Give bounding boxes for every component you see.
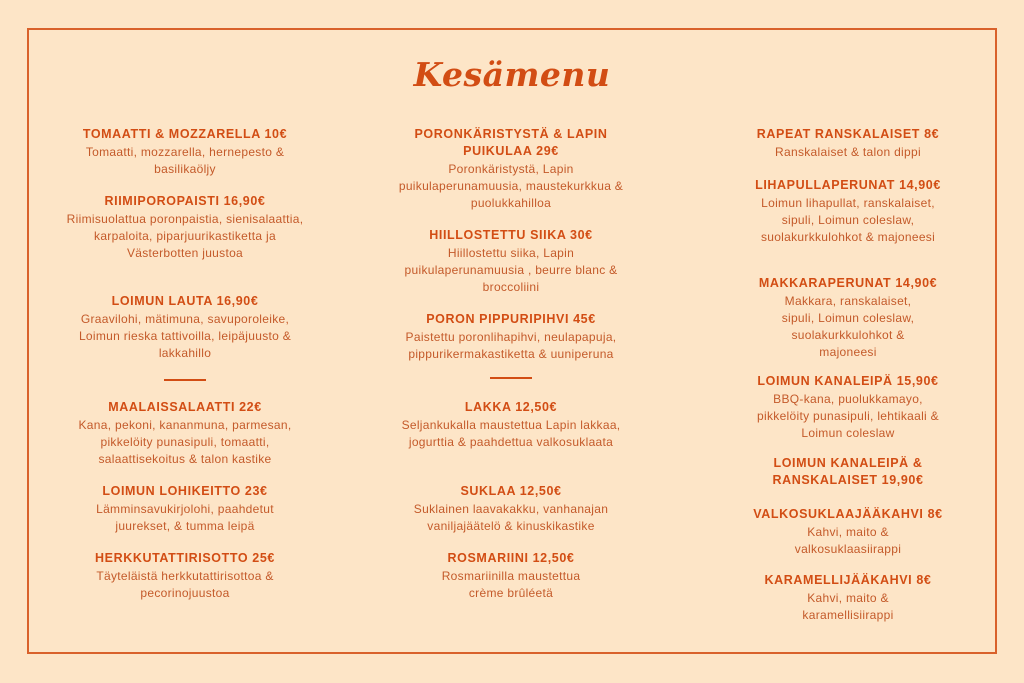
menu-item-description: Ranskalaiset & talon dippi: [775, 145, 921, 159]
menu-item-name: SUKLAA 12,50€: [460, 484, 562, 498]
menu-item: [718, 572, 978, 624]
menu-item-description: Kahvi, maito & karamellisiirappi: [802, 591, 894, 622]
menu-item-name: LOIMUN LAUTA 16,90€: [111, 294, 259, 308]
menu-item: [55, 483, 315, 535]
menu-item: [55, 399, 315, 468]
menu-item-name: LOIMUN KANALEIPÄ 15,90€: [757, 374, 939, 388]
menu-item-description: Lämminsavukirjolohi, paahdetut juurekset, & tumma leipä: [96, 502, 274, 533]
menu-item-description: Suklainen laavakakku, vanhanajan vaniljajäätelö & kinuskikastike: [413, 502, 609, 533]
menu-item: [381, 227, 641, 296]
menu-title: Kesämenu: [413, 55, 611, 94]
menu-item-name: PORONKÄRISTYSTÄ & LAPIN PUIKULAA 29€: [414, 127, 608, 158]
menu-item-name: LOIMUN LOHIKEITTO 23€: [102, 484, 268, 498]
menu-item: [55, 126, 315, 178]
menu-item-description: BBQ-kana, puolukkamayo, pikkelöity punasipuli, lehtikaali & Loimun coleslaw: [757, 392, 939, 440]
menu-item: [55, 293, 315, 362]
menu-item: [718, 506, 978, 558]
menu-item-description: Loimun lihapullat, ranskalaiset, sipuli, Loimun coleslaw, suolakurkkulohkot & majoneesi: [760, 196, 936, 244]
menu-item-name: LIHAPULLAPERUNAT 14,90€: [755, 178, 941, 192]
menu-item-description: Kahvi, maito & valkosuklaasiirappi: [794, 525, 902, 556]
menu-item-name: LOIMUN KANALEIPÄ & RANSKALAISET 19,90€: [772, 456, 924, 487]
menu-item: [718, 177, 978, 246]
menu-item: [381, 311, 641, 363]
menu-item-description: Hiillostettu siika, Lapin puikulaperunamuusia , beurre blanc & broccoliini: [404, 246, 618, 294]
menu-item: [718, 126, 978, 161]
menu-item-name: MAKKARAPERUNAT 14,90€: [758, 276, 938, 290]
menu-item: [381, 399, 641, 451]
menu-item: [55, 193, 315, 262]
menu-item-name: ROSMARIINI 12,50€: [447, 551, 575, 565]
menu-item-description: Graavilohi, mätimuna, savuporoleike, Loimun rieska tattivoilla, leipäjuusto & lakkahillo: [78, 312, 292, 360]
menu-item-description: Tomaatti, mozzarella, hernepesto & basilikaöljy: [85, 145, 285, 176]
menu-item-description: Makkara, ranskalaiset, sipuli, Loimun coleslaw, suolakurkkulohkot & majoneesi: [781, 294, 915, 359]
menu-item-name: HIILLOSTETTU SIIKA 30€: [429, 228, 593, 242]
menu-item-name: RIIMIPOROPAISTI 16,90€: [104, 194, 266, 208]
menu-item-name: LAKKA 12,50€: [464, 400, 558, 414]
menu-item-name: VALKOSUKLAAJÄÄKAHVI 8€: [753, 507, 943, 521]
menu-item-description: Rosmariinilla maustettua crème brûléetä: [441, 569, 581, 600]
section-divider: [164, 379, 206, 381]
menu-item: [55, 550, 315, 602]
menu-item-description: Paistettu poronlihapihvi, neulapapuja, pippurikermakastiketta & uuniperuna: [405, 330, 617, 361]
menu-item: [381, 550, 641, 602]
menu-item-name: RAPEAT RANSKALAISET 8€: [756, 127, 940, 141]
menu-item: [381, 483, 641, 535]
menu-item: [718, 275, 978, 361]
menu-item-description: Kana, pekoni, kananmuna, parmesan, pikkelöity punasipuli, tomaatti, salaattisekoitus & talon kastike: [78, 418, 292, 466]
menu-item-name: KARAMELLIJÄÄKAHVI 8€: [764, 573, 932, 587]
menu-item-description: Riimisuolattua poronpaistia, sienisalaattia, karpaloita, piparjuurikastiketta ja Västerbotten juustoa: [66, 212, 304, 260]
menu-item-description: Poronkäristystä, Lapin puikulaperunamuusia, maustekurkkua & puolukkahilloa: [398, 162, 624, 210]
menu-item-name: HERKKUTATTIRISOTTO 25€: [95, 551, 275, 565]
section-divider: [490, 377, 532, 379]
menu-item-description: Täyteläistä herkkutattirisottoa & pecorinojuustoa: [96, 569, 274, 600]
menu-item-name: PORON PIPPURIPIHVI 45€: [426, 312, 596, 326]
menu-item-name: TOMAATTI & MOZZARELLA 10€: [82, 127, 288, 141]
menu-item-name: MAALAISSALAATTI 22€: [108, 400, 262, 414]
menu-item: [718, 455, 978, 489]
menu-item: [718, 373, 978, 442]
menu-item: [381, 126, 641, 212]
menu-item-description: Seljankukalla maustettua Lapin lakkaa, jogurttia & paahdettua valkosuklaata: [401, 418, 621, 449]
